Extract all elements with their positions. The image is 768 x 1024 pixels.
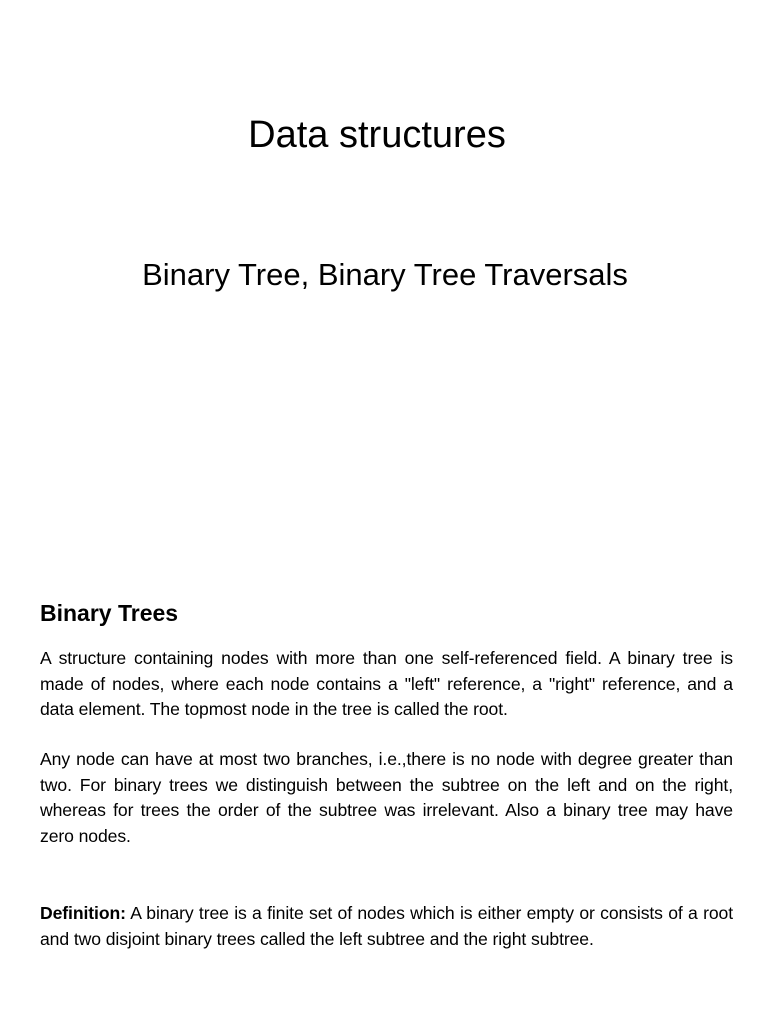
document-title: Data structures (248, 114, 506, 156)
document-subtitle: Binary Tree, Binary Tree Traversals (142, 257, 628, 292)
paragraph-intro: A structure containing nodes with more than one self-referenced field. A binary tree is made of nodes, where each node contains a "left" reference, a "right" reference, and a data element. The topmost node in the tree is called the root. (40, 648, 733, 720)
paragraph-definition (40, 901, 733, 952)
section-heading: Binary Trees (40, 600, 179, 626)
definition-term: Definition: (40, 903, 126, 923)
definition-text: A binary tree is a finite set of nodes which is either empty or consists of a root and two disjoint binary trees called the left subtree and the right subtree. (40, 903, 733, 949)
paragraph-branches: Any node can have at most two branches, i.e.,there is no node with degree greater than two. For binary trees we distinguish between the subtree on the left and on the right, whereas for trees the order of the subtree was irrelevant. Also a binary tree may have zero nodes. (40, 749, 733, 847)
